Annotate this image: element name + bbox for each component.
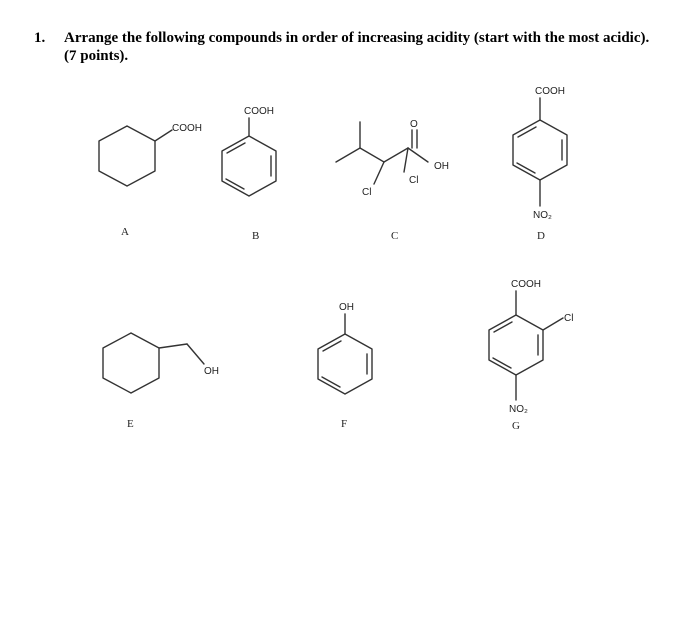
hydroxyl-group: OH <box>339 302 354 313</box>
bond <box>374 162 384 184</box>
chloro-group: Cl <box>564 313 574 324</box>
compound-a <box>99 123 202 238</box>
label-e: E <box>127 418 134 430</box>
question-number: 1. <box>34 30 46 46</box>
compound-e <box>103 333 219 430</box>
benzene-ring <box>513 120 567 180</box>
benzene-ring <box>318 334 372 394</box>
benzene-ring <box>489 315 543 375</box>
carbon-chain <box>336 148 408 162</box>
label-g: G <box>512 420 520 432</box>
benzene-ring <box>222 136 276 196</box>
double-bond <box>323 341 341 351</box>
label-b: B <box>252 230 260 242</box>
cyclohexane-ring <box>103 333 159 393</box>
question-text: Arrange the following compounds in order of increasing acidity (start with the most acidic). (7 points). <box>64 30 650 64</box>
bond <box>159 344 187 348</box>
compound-f <box>318 302 372 430</box>
compound-c <box>336 119 449 242</box>
cooh-group: COOH <box>244 106 274 117</box>
carbonyl-oxygen: O <box>410 119 418 130</box>
label-d: D <box>537 230 545 242</box>
chloro-group: Cl <box>409 175 419 186</box>
bond <box>187 344 204 364</box>
chloro-group: Cl <box>362 187 372 198</box>
cooh-group: COOH <box>511 279 541 290</box>
double-bond <box>227 143 245 153</box>
compound-d <box>513 86 567 242</box>
bond <box>155 130 172 141</box>
double-bond <box>518 127 536 137</box>
bond <box>408 148 428 162</box>
label-a: A <box>121 226 129 238</box>
label-f: F <box>341 418 348 430</box>
label-c: C <box>391 230 399 242</box>
nitro-group: NO₂ <box>509 404 528 415</box>
hydroxyl-group: OH <box>434 161 449 172</box>
bond <box>543 318 563 330</box>
cooh-group: COOH <box>172 123 202 134</box>
cyclohexane-ring <box>99 126 155 186</box>
double-bond <box>494 322 512 332</box>
compound-b <box>222 106 276 242</box>
compound-g <box>489 279 573 432</box>
bond <box>404 148 408 172</box>
nitro-group: NO₂ <box>533 210 552 221</box>
hydroxyl-group: OH <box>204 366 219 377</box>
cooh-group: COOH <box>535 86 565 97</box>
